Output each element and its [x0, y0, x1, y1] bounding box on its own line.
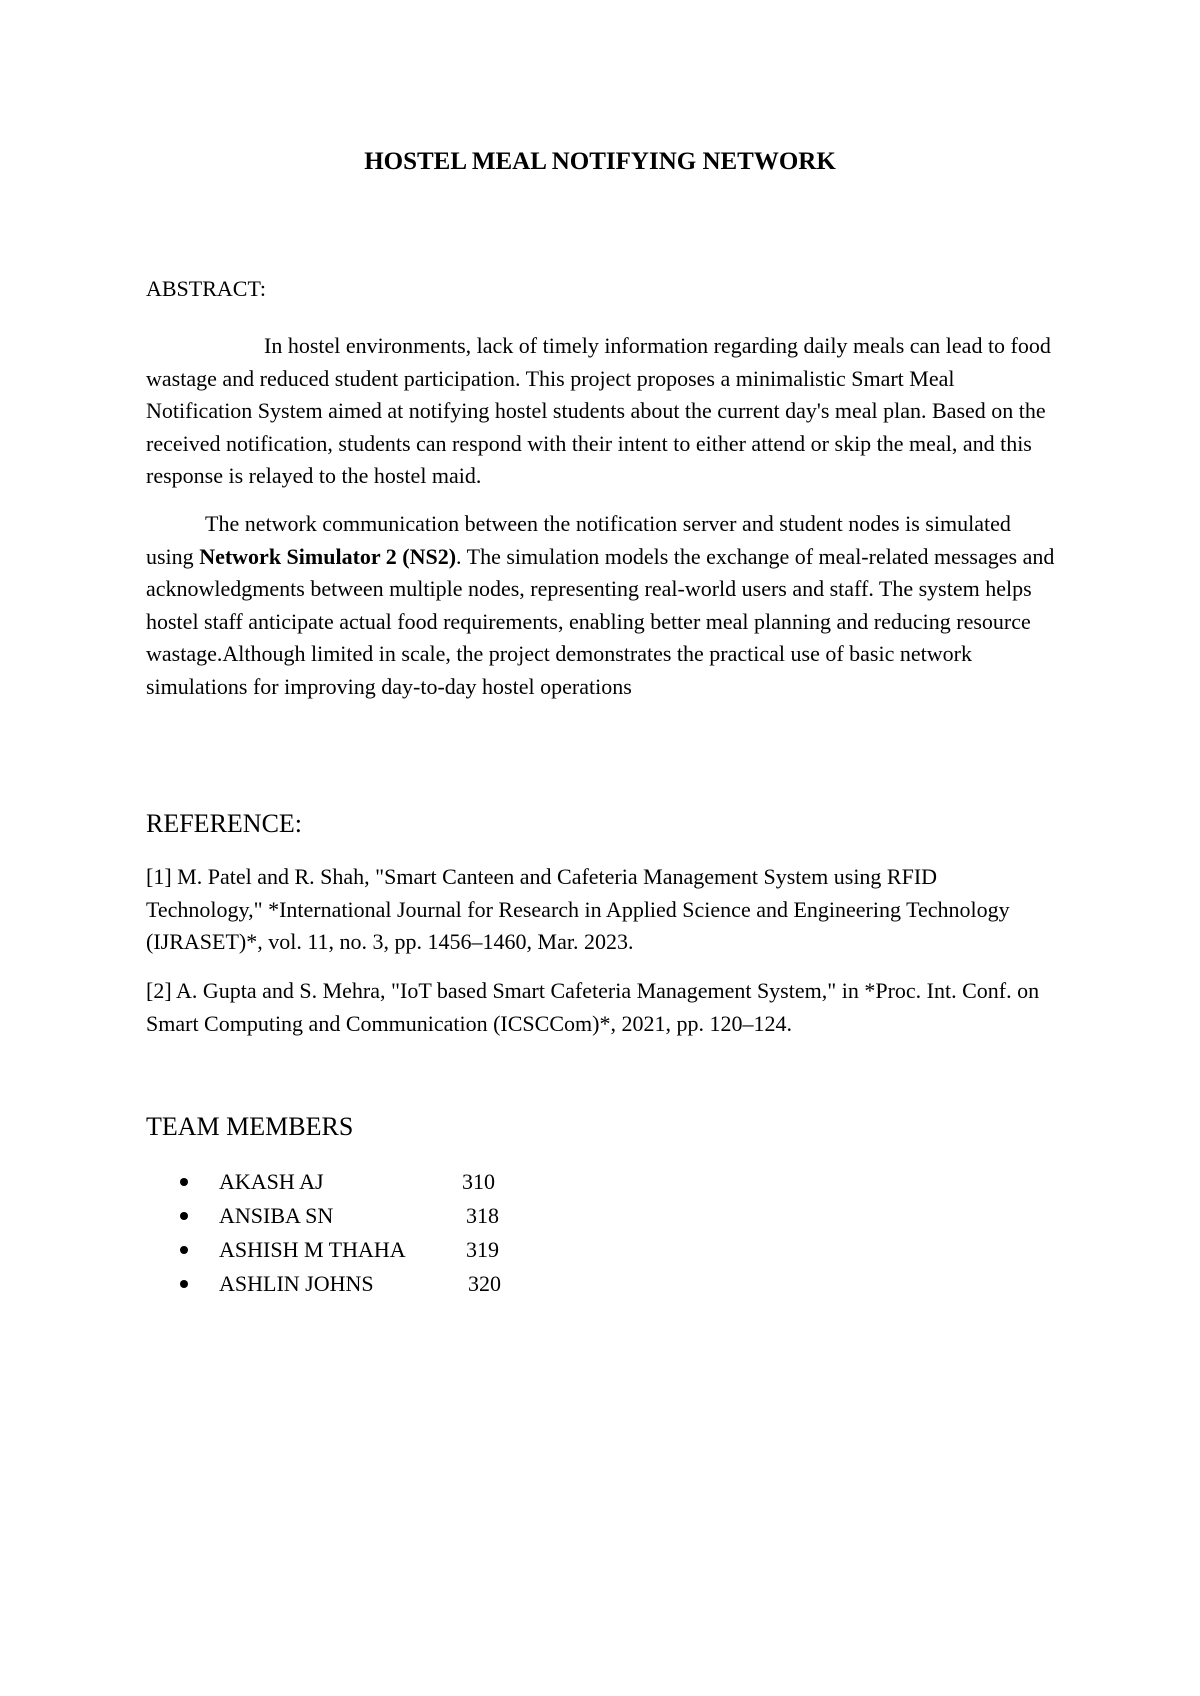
abstract-label: ABSTRACT:: [146, 276, 266, 301]
team-member-item: [146, 1267, 546, 1301]
team-member-roll: 320: [468, 1271, 501, 1296]
bullet-icon: [180, 1246, 188, 1254]
team-member-roll: 318: [466, 1203, 499, 1228]
bullet-icon: [180, 1212, 188, 1220]
team-members-list: [146, 1165, 546, 1301]
abstract-paragraph-2: [146, 508, 1056, 703]
reference-heading: REFERENCE:: [146, 809, 303, 838]
team-members-heading: TEAM MEMBERS: [146, 1112, 354, 1141]
abstract-paragraph-2-text-before: The network communication between the notification server and student nodes is simulated using: [146, 511, 1011, 569]
abstract-paragraph-1: In hostel environments, lack of timely information regarding daily meals can lead to food wastage and reduced student participation. This project proposes a minimalistic Smart Meal Notification System aimed at notifying hostel students about the current day's meal plan. Based on the received notification, students can respond with their intent to either attend or skip the meal, and this response is relayed to the hostel maid.: [146, 333, 1051, 488]
bullet-icon: [180, 1280, 188, 1288]
team-member-name: AKASH AJ: [219, 1169, 324, 1194]
reference-item-2: [2] A. Gupta and S. Mehra, "IoT based Smart Cafeteria Management System," in *Proc. Int. Conf. on Smart Computing and Communication (ICSCCom)*, 2021, pp. 120–124.: [146, 978, 1040, 1036]
team-member-name: ANSIBA SN: [219, 1203, 334, 1228]
reference-item-1: [1] M. Patel and R. Shah, "Smart Canteen and Cafeteria Management System using RFID Technology," *International Journal for Research in Applied Science and Engineering Technology (IJRASET)*, vol. 11, no. 3, pp. 1456–1460, Mar. 2023.: [146, 864, 1010, 954]
team-member-roll: 310: [462, 1169, 495, 1194]
document-title: HOSTEL MEAL NOTIFYING NETWORK: [364, 148, 836, 175]
team-member-item: [146, 1199, 546, 1233]
team-member-item: [146, 1165, 546, 1199]
team-member-roll: 319: [466, 1237, 499, 1262]
team-member-name: ASHISH M THAHA: [219, 1237, 406, 1262]
team-member-name: ASHLIN JOHNS: [219, 1271, 374, 1296]
abstract-paragraph-2-text-after: . The simulation models the exchange of meal-related messages and acknowledgments between multiple nodes, representing real-world users and staff. The system helps hostel staff anticipate actual food requirements, enabling better meal planning and reducing resource wastage.Although limited in scale, the project demonstrates the practical use of basic network simulations for improving day-to-day hostel operations: [146, 543, 1055, 699]
bullet-icon: [180, 1178, 188, 1186]
abstract-paragraph-2-bold-term: Network Simulator 2 (NS2): [199, 543, 457, 569]
team-member-item: [146, 1233, 546, 1267]
